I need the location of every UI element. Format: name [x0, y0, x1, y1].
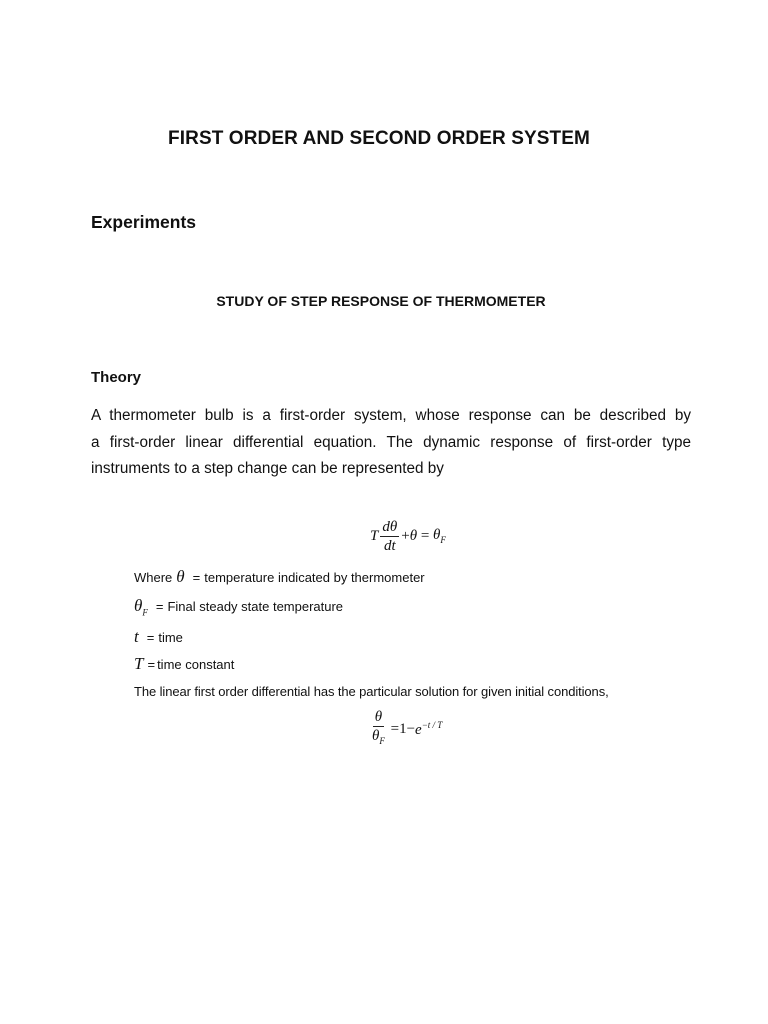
theta-final-description: Final steady state temperature [167, 599, 344, 615]
solution-equation: $\frac{\theta}{\theta_F}$ =1− $e^{-t / T}$ [372, 709, 443, 746]
definition-time-constant: T = time constant [134, 654, 235, 673]
solution-text: The linear first order differential has the particular solution for given initial conditions, [134, 684, 609, 699]
time-description: time [158, 629, 183, 645]
document-title: FIRST ORDER AND SECOND ORDER SYSTEM [168, 128, 590, 149]
definition-time: t = time [134, 627, 183, 646]
time-constant-description: time constant [157, 656, 235, 672]
definition-theta-final: $\theta_F$ = Final steady state temperature [134, 596, 344, 618]
theta-description: temperature indicated by thermometer [204, 569, 425, 585]
differential-equation: T $\frac{d\theta}{dt}$ + θ = $\theta_F$ [370, 518, 446, 554]
where-label: Where [134, 569, 173, 585]
theory-line-2: a first-order linear differential equation. The dynamic response of first-order type [91, 433, 691, 451]
theory-paragraph [91, 403, 691, 483]
experiment-title: STUDY OF STEP RESPONSE OF THERMOMETER [216, 293, 546, 309]
definition-theta: Where θ = temperature indicated by thermometer [134, 567, 425, 586]
theory-heading: Theory [91, 369, 142, 386]
section-heading-experiments: Experiments [91, 212, 197, 232]
theory-line-1: A thermometer bulb is a first-order system, whose response can be described by [91, 407, 691, 424]
theory-line-3: instruments to a step change can be represented by [91, 460, 444, 477]
